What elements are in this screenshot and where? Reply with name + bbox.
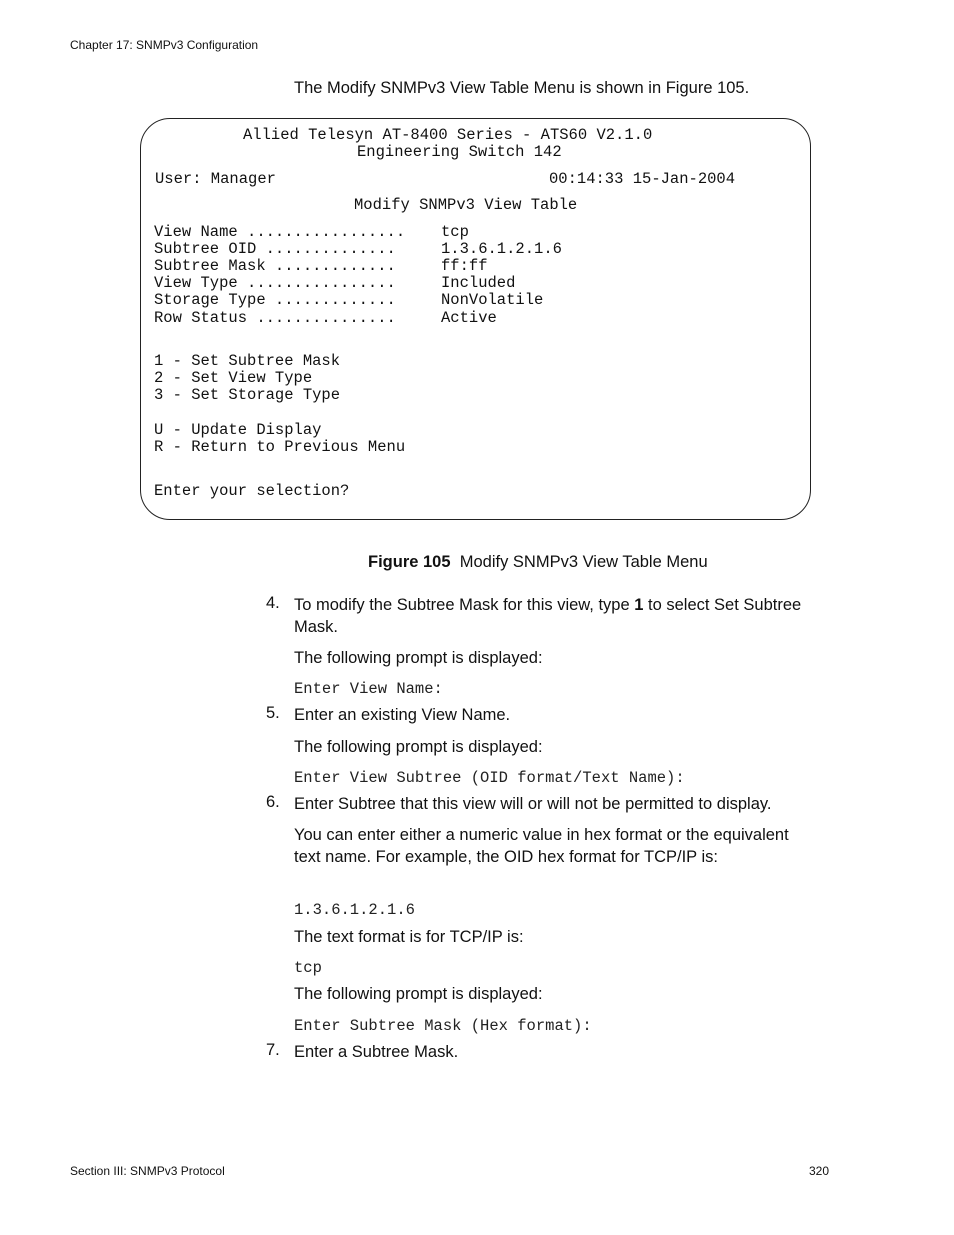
terminal-title-line2: Engineering Switch 142 <box>357 143 562 161</box>
field-label-view-type: View Type ................ <box>154 274 396 292</box>
field-value-view-type: Included <box>441 274 516 292</box>
field-value-view-name: tcp <box>441 223 469 241</box>
step-5-follow: The following prompt is displayed: <box>294 738 543 756</box>
step-7-number: 7. <box>266 1041 280 1059</box>
step-6-code-prompt: Enter Subtree Mask (Hex format): <box>294 1017 592 1035</box>
step-6-code-oid: 1.3.6.1.2.1.6 <box>294 901 415 919</box>
field-label-view-name: View Name ................. <box>154 223 406 241</box>
terminal-datetime: 00:14:33 15-Jan-2004 <box>549 170 736 188</box>
step-6-follow: The following prompt is displayed: <box>294 985 543 1003</box>
field-label-subtree-oid: Subtree OID .............. <box>154 240 396 258</box>
step-4-number: 4. <box>266 594 280 612</box>
field-label-row-status: Row Status ............... <box>154 309 396 327</box>
menu-option-return: R - Return to Previous Menu <box>154 438 406 456</box>
terminal-prompt: Enter your selection? <box>154 482 350 500</box>
running-footer-section: Section III: SNMPv3 Protocol <box>70 1164 225 1178</box>
field-value-storage-type: NonVolatile <box>441 291 544 309</box>
figure-title: Modify SNMPv3 View Table Menu <box>459 553 708 571</box>
field-value-subtree-mask: ff:ff <box>441 257 488 275</box>
field-value-subtree-oid: 1.3.6.1.2.1.6 <box>441 240 562 258</box>
step-7-text: Enter a Subtree Mask. <box>294 1043 459 1061</box>
step-6-text-format: The text format is for TCP/IP is: <box>294 928 524 946</box>
terminal-title-line1: Allied Telesyn AT-8400 Series - ATS60 V2.1.0 <box>243 126 653 144</box>
running-header: Chapter 17: SNMPv3 Configuration <box>70 38 259 52</box>
step-6-para: You can enter either a numeric value in hex format or the equivalent text name. For example, the OID hex format for TCP/IP is: <box>294 826 789 866</box>
figure-label: Figure 105 <box>368 553 451 571</box>
menu-option-set-subtree-mask: 1 - Set Subtree Mask <box>154 352 341 370</box>
step-5-text: Enter an existing View Name. <box>294 706 511 724</box>
menu-option-update-display: U - Update Display <box>154 421 322 439</box>
field-value-row-status: Active <box>441 309 497 327</box>
step-5-number: 5. <box>266 704 280 722</box>
step-6-code-tcp: tcp <box>294 959 322 977</box>
step-6-number: 6. <box>266 793 280 811</box>
terminal-menu-title: Modify SNMPv3 View Table <box>354 196 578 214</box>
menu-option-set-view-type: 2 - Set View Type <box>154 369 313 387</box>
figure-caption <box>368 553 708 572</box>
step-4-code: Enter View Name: <box>294 680 443 698</box>
step-4-follow: The following prompt is displayed: <box>294 649 543 667</box>
step-4-text: To modify the Subtree Mask for this view, type 1 to select Set Subtree Mask. <box>294 596 802 636</box>
page-number: 320 <box>809 1164 830 1178</box>
step-4-key: 1 <box>634 596 644 614</box>
field-label-subtree-mask: Subtree Mask ............. <box>154 257 396 275</box>
terminal-screen <box>140 118 811 520</box>
intro-text: The Modify SNMPv3 View Table Menu is shown in Figure 105. <box>294 79 750 97</box>
step-6-text: Enter Subtree that this view will or will not be permitted to display. <box>294 795 772 813</box>
terminal-user: User: Manager <box>155 170 276 188</box>
field-label-storage-type: Storage Type ............. <box>154 291 396 309</box>
menu-option-set-storage-type: 3 - Set Storage Type <box>154 386 341 404</box>
step-5-code: Enter View Subtree (OID format/Text Name): <box>294 769 685 787</box>
